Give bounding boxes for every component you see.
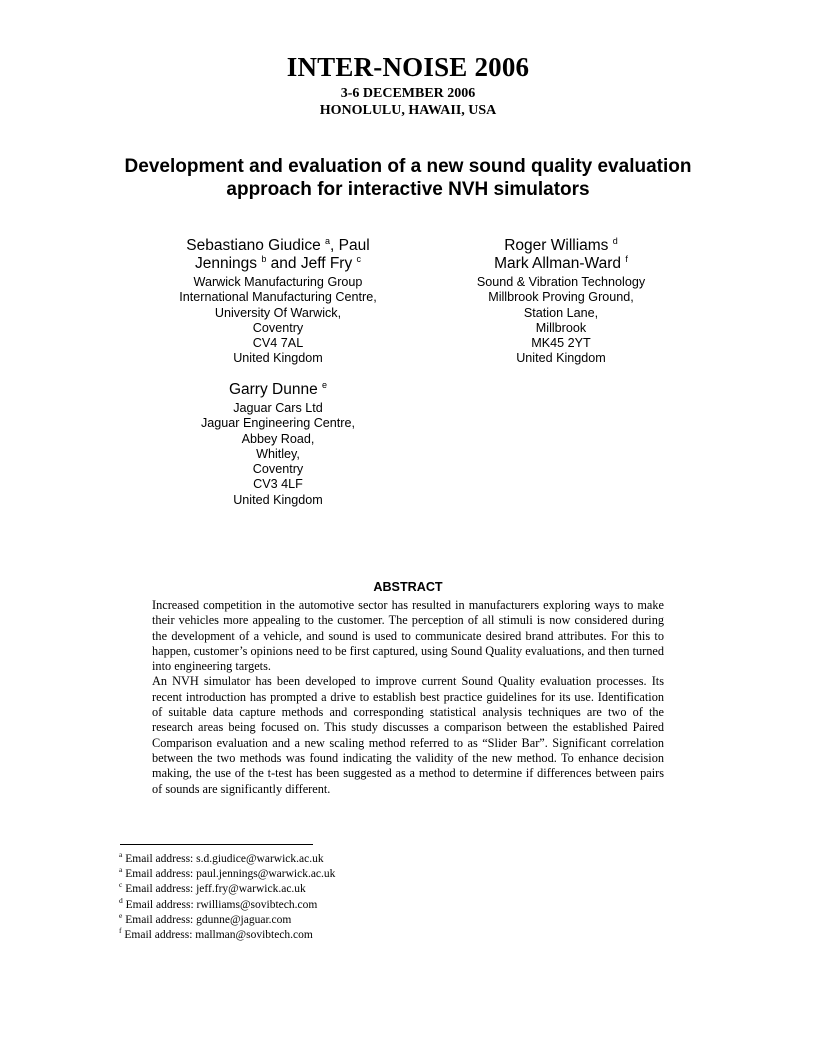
title-line-2: approach for interactive NVH simulators <box>226 179 590 200</box>
title-line-1: Development and evaluation of a new sound quality evaluation <box>124 156 692 177</box>
footnote-text: Email address: mallman@sovibtech.com <box>121 929 313 942</box>
footnote-mark: d <box>119 895 123 905</box>
author-line-1 <box>188 381 368 399</box>
author-name: Jennings <box>194 255 258 272</box>
abstract-paragraph: An NVH simulator has been developed to improve current Sound Quality evaluation processes. Its recent introduction has prompted a drive to establish best practice guidelines for its use. Identification of suitable data capture methods and corresponding statistical analysis techniques are two of the research areas being focused on. This study discusses a comparison between the established Paired Comparison evaluation and a new scaling method referred to as “Slider Bar”. Significant correlation between the two methods was found indicating the validity of the new method. To enhance decision making, the use of the t-test has been suggested as a method to determine if differences between pairs of sounds are significantly different. <box>152 674 664 796</box>
author-block-right <box>455 237 667 367</box>
affiliation-left <box>160 275 396 367</box>
affiliation-line: United Kingdom <box>233 351 323 366</box>
affiliation-line: Millbrook <box>535 320 587 335</box>
affiliation-line: CV4 7AL <box>252 336 304 351</box>
affiliation-mark: f <box>625 253 628 264</box>
conference-location: HONOLULU, HAWAII, USA <box>319 103 497 118</box>
footnote <box>119 910 519 928</box>
author-name: , Paul <box>330 237 370 254</box>
author-line-1 <box>160 237 396 255</box>
footnote-mark: a <box>119 865 123 875</box>
author-name: Sebastiano Giudice <box>186 237 321 254</box>
footnote-text: Email address: rwilliams@sovibtech.com <box>122 898 318 911</box>
author-name: Roger Williams <box>504 237 609 254</box>
conference-name: INTER-NOISE 2006 <box>286 52 530 82</box>
paper-title <box>100 155 716 201</box>
affiliation-line: Sound & Vibration Technology <box>476 275 646 289</box>
affiliation-mark: d <box>612 235 618 246</box>
author-block-left <box>160 237 396 367</box>
author-names-right <box>455 237 667 273</box>
author-names-third <box>188 381 368 399</box>
affiliation-line: Station Lane, <box>523 305 599 320</box>
affiliation-line: Coventry <box>252 462 304 477</box>
affiliation-line: Millbrook Proving Ground, <box>488 290 634 305</box>
footnote-mark: a <box>119 850 123 860</box>
footnote-text: Email address: gdunne@jaguar.com <box>122 913 292 926</box>
affiliation-line: United Kingdom <box>516 351 606 366</box>
abstract-paragraph: Increased competition in the automotive sector has resulted in manufacturers exploring ways to make their vehicles more appealing to the customer. The perception of all stimuli is now considered during the development of a vehicle, and sound is used to communicate desired brand attributes. For this to happen, customer’s opinions need to be first captured, using Sound Quality evaluations, and then turned into engineering targets. <box>152 598 664 674</box>
footnote <box>119 928 519 943</box>
affiliation-line: Warwick Manufacturing Group <box>193 275 363 289</box>
footnote <box>119 895 519 913</box>
author-name: Mark Allman-Ward <box>494 255 622 272</box>
affiliation-third <box>188 401 368 508</box>
affiliation-mark: e <box>322 379 328 390</box>
affiliation-line: International Manufacturing Centre, <box>179 290 377 305</box>
affiliation-line: United Kingdom <box>233 492 323 507</box>
affiliation-line: Whitley, <box>256 446 300 461</box>
author-block-third <box>188 381 368 508</box>
abstract-heading: ABSTRACT <box>373 580 443 594</box>
footnote-text: Email address: paul.jennings@warwick.ac.uk <box>122 868 336 881</box>
footnote <box>119 867 519 882</box>
footnotes <box>119 852 519 943</box>
affiliation-mark: b <box>261 253 267 264</box>
affiliation-line: Coventry <box>252 320 304 335</box>
affiliation-right <box>455 275 667 367</box>
author-line-2 <box>455 255 667 273</box>
footnote <box>119 882 519 897</box>
abstract-body <box>152 598 664 797</box>
affiliation-mark: c <box>356 253 362 264</box>
affiliation-line: Jaguar Engineering Centre, <box>200 416 356 431</box>
footnote-rule <box>120 844 313 845</box>
conference-dates: 3-6 DECEMBER 2006 <box>340 86 476 101</box>
author-name: Garry Dunne <box>228 381 318 398</box>
author-line-2 <box>160 255 396 273</box>
footnote-mark: c <box>119 880 123 890</box>
author-names-left <box>160 237 396 273</box>
affiliation-mark: a <box>325 235 331 246</box>
affiliation-line: CV3 4LF <box>253 477 303 492</box>
author-name: and Jeff Fry <box>266 255 353 272</box>
footnote-text: Email address: jeff.fry@warwick.ac.uk <box>122 883 306 896</box>
footnote <box>119 852 519 867</box>
author-line-1 <box>455 237 667 255</box>
affiliation-line: MK45 2YT <box>531 336 591 351</box>
footnote-mark: f <box>119 926 122 936</box>
footnote-text: Email address: s.d.giudice@warwick.ac.uk <box>122 853 324 865</box>
affiliation-line: Abbey Road, <box>241 431 315 446</box>
affiliation-line: Jaguar Cars Ltd <box>233 401 323 415</box>
affiliation-line: University Of Warwick, <box>214 305 342 320</box>
footnote-mark: e <box>119 910 123 920</box>
